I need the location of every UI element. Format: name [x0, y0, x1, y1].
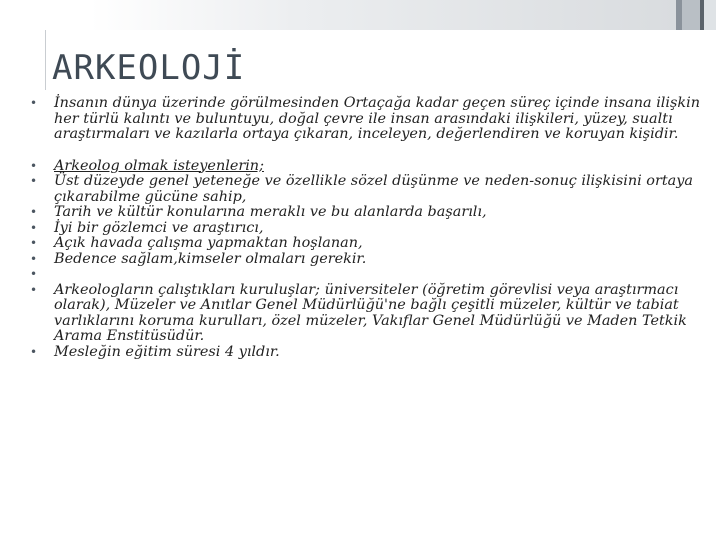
top-bar-segment [90, 0, 676, 30]
list-item-empty [30, 267, 700, 283]
bullet-icon: • [30, 158, 38, 173]
bullet-icon: • [30, 174, 38, 188]
bullet-icon: • [30, 267, 38, 281]
bullet-icon: • [30, 220, 38, 235]
list-item [30, 252, 700, 268]
bullet-icon: • [30, 205, 38, 219]
top-bar-segment [716, 0, 720, 30]
list-item [30, 236, 700, 252]
list-item [30, 345, 700, 361]
bullet-list [30, 96, 700, 360]
list-item-text: Tarih ve kültür konularına meraklı ve bu alanlarda başarılı, [54, 204, 487, 220]
list-item [30, 221, 700, 237]
list-item-text: İnsanın dünya üzerinde görülmesinden Ortaçağa kadar geçen süreç içinde insana ilişkin her türlü kalıntı ve buluntuyu, doğal çevre ile insan arasındaki ilişkileri, yüzey, sualtı araştırmaları ve kazılarla ortaya çıkaran, inceleyen, değerlendiren ve koruyan kişidir. [54, 95, 700, 142]
bullet-icon: • [30, 251, 38, 266]
top-bar-segment [0, 0, 90, 30]
list-item-text: Açık havada çalışma yapmaktan hoşlanan, [54, 235, 363, 251]
decorative-divider [45, 30, 46, 90]
list-item-text: Arkeologların çalıştıkları kuruluşlar; üniversiteler (öğretim görevlisi veya araştırmacı olarak), Müzeler ve Anıtlar Genel Müdürlüğü'ne bağlı çeşitli müzeler, kültür ve tabiat varlıklarını koruma kurulları, özel müzeler, Vakıflar Genel Müdürlüğü ve Maden Tetkik Arama Enstitüsüdür. [54, 281, 687, 344]
bullet-icon: • [30, 96, 38, 110]
list-item [30, 159, 700, 175]
top-decoration-bar [0, 0, 720, 30]
list-item [30, 283, 700, 345]
bullet-icon: • [30, 236, 38, 250]
list-item [30, 96, 700, 143]
bullet-icon: • [30, 282, 38, 297]
list-item [30, 174, 700, 205]
list-item-text: Mesleğin eğitim süresi 4 yıldır. [54, 343, 280, 360]
slide-title: ARKEOLOJİ [52, 48, 246, 88]
list-item-text: Arkeolog olmak isteyenlerin; [54, 157, 264, 174]
top-bar-segment [704, 0, 716, 30]
list-item-text: Bedence sağlam,kimseler olmaları gerekir. [54, 250, 367, 267]
list-item-text: Üst düzeyde genel yeteneğe ve özellikle sözel düşünme ve neden-sonuç ilişkisini ortaya çıkarabilme gücüne sahip, [54, 173, 693, 205]
top-bar-segment [682, 0, 700, 30]
list-item [30, 205, 700, 221]
list-item-text: İyi bir gözlemci ve araştırıcı, [54, 219, 264, 236]
bullet-icon: • [30, 344, 38, 359]
